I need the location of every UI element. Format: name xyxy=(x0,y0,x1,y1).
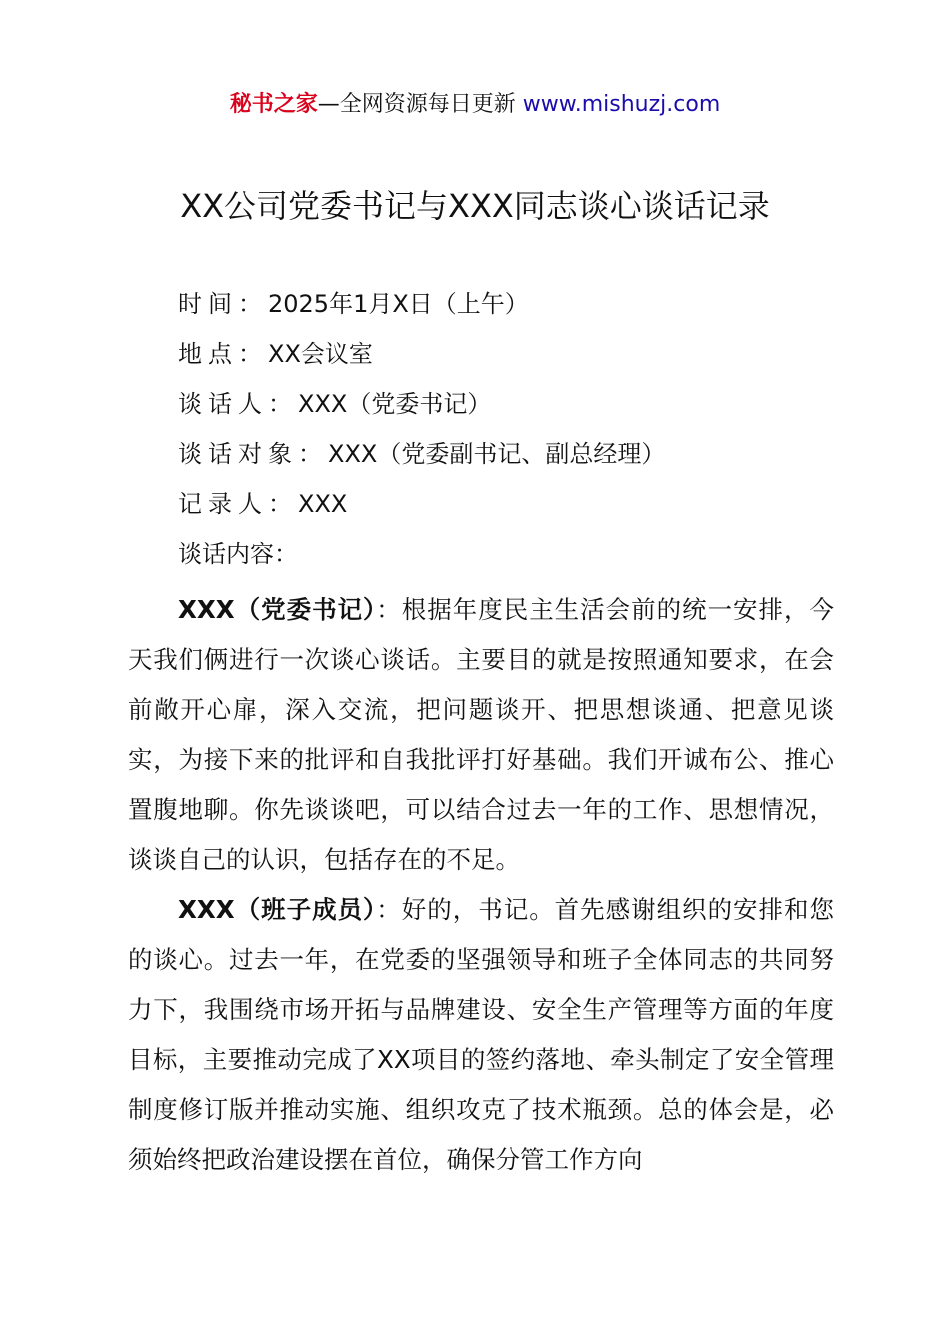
meta-time xyxy=(178,287,858,321)
meta-place-value: XX会议室 xyxy=(268,340,373,368)
dialogue-paragraph-2 xyxy=(128,885,834,1185)
meta-recorder-value: XXX xyxy=(298,490,348,518)
meta-target xyxy=(178,437,858,471)
site-url-link[interactable]: www.mishuzj.com xyxy=(522,92,721,117)
dialogue-speaker-2: XXX（班子成员） xyxy=(178,895,377,924)
dialogue-speaker-1: XXX（党委书记） xyxy=(178,595,377,624)
dialogue-text-2: ：好的，书记。首先感谢组织的安排和您的谈心。过去一年，在党委的坚强领导和班子全体同志的共同努力下，我围绕市场开拓与品牌建设、安全生产管理等方面的年度目标，主要推动完成了XX项目的签约落地、牵头制定了安全管理制度修订版并推动实施、组织攻克了技术瓶颈。总的体会是，必须始终把政治建设摆在首位，确保分管工作方向 xyxy=(128,895,834,1174)
meta-recorder-label: 记录人： xyxy=(178,490,298,518)
dialogue-paragraph-1 xyxy=(128,585,834,885)
site-brand: 秘书之家 xyxy=(229,92,318,117)
meta-recorder xyxy=(178,487,858,521)
meta-speaker-value: XXX（党委书记） xyxy=(298,390,492,418)
meta-content-label: 谈话内容： xyxy=(178,540,298,568)
meta-place xyxy=(178,337,858,371)
document-title: XX公司党委书记与XXX同志谈心谈话记录 xyxy=(180,187,770,225)
dialogue-body xyxy=(128,585,834,1185)
site-header xyxy=(0,88,950,122)
meta-time-label: 时间： xyxy=(178,290,268,318)
dialogue-text-1: ：根据年度民主生活会前的统一安排，今天我们俩进行一次谈心谈话。主要目的就是按照通知要求，在会前敞开心扉，深入交流，把问题谈开、把思想谈通、把意见谈实，为接下来的批评和自我批评打好基础。我们开诚布公、推心置腹地聊。你先谈谈吧，可以结合过去一年的工作、思想情况，谈谈自己的认识，包括存在的不足。 xyxy=(128,595,834,874)
meta-speaker xyxy=(178,387,858,421)
meta-time-value: 2025年1月X日（上午） xyxy=(268,290,529,318)
site-tagline: —全网资源每日更新 xyxy=(317,92,523,117)
meta-target-label: 谈话对象： xyxy=(178,440,328,468)
meta-place-label: 地点： xyxy=(178,340,268,368)
meta-content xyxy=(178,537,858,571)
meta-speaker-label: 谈话人： xyxy=(178,390,298,418)
meta-target-value: XXX（党委副书记、副总经理） xyxy=(328,440,666,468)
